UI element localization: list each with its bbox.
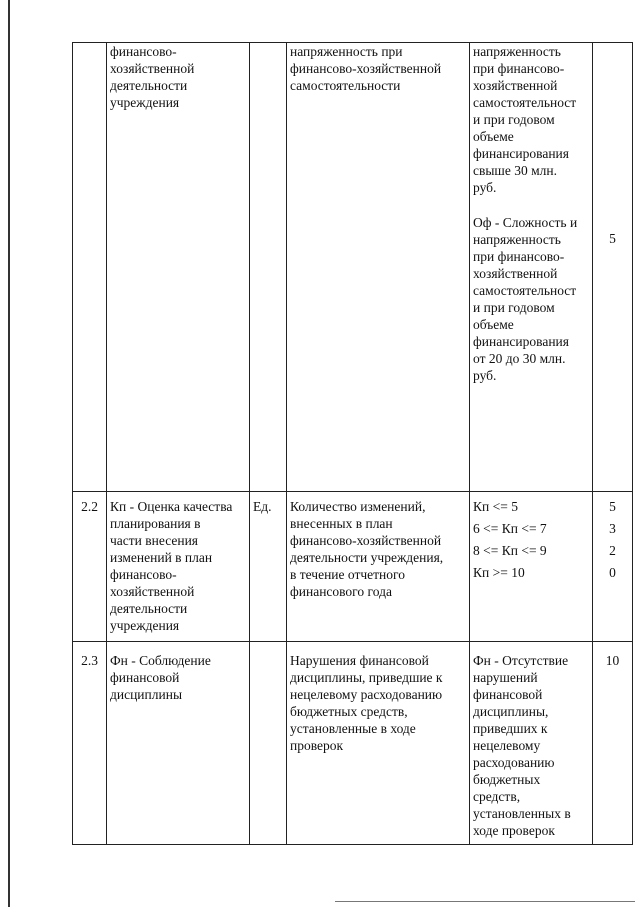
text-line: самостоятельност bbox=[473, 283, 577, 298]
text-line: финансовой bbox=[110, 670, 180, 685]
text-line: хозяйственной bbox=[110, 61, 195, 76]
points-cell bbox=[593, 492, 633, 642]
text-line: Кп <= 5 bbox=[473, 499, 518, 514]
text-line: установленных в bbox=[473, 806, 571, 821]
text-line: Кп - Оценка качества bbox=[110, 499, 233, 514]
table-row bbox=[73, 43, 633, 492]
points-value: 5 bbox=[609, 499, 616, 514]
points-value: 10 bbox=[605, 653, 620, 668]
text-line: свыше 30 млн. bbox=[473, 163, 557, 178]
indicator-name bbox=[107, 43, 250, 492]
text-line: финансирования bbox=[473, 146, 569, 161]
criteria-cell bbox=[470, 492, 593, 642]
text-line: хозяйственной bbox=[473, 266, 558, 281]
text-line: Фн - Отсутствие bbox=[473, 653, 569, 668]
text-line: объеме bbox=[473, 317, 514, 332]
text-line: средств, bbox=[473, 789, 521, 804]
table-row bbox=[73, 492, 633, 642]
table-row bbox=[73, 642, 633, 845]
row-number: 2.2 bbox=[73, 492, 107, 642]
text-line: деятельности bbox=[110, 78, 188, 93]
indicator-name bbox=[107, 492, 250, 642]
text-line: и при годовом bbox=[473, 300, 555, 315]
unit-cell bbox=[250, 43, 287, 492]
text-line: деятельности bbox=[110, 601, 188, 616]
text-line: финансово- bbox=[110, 567, 177, 582]
text-line: дисциплины, приведшие к bbox=[290, 670, 443, 685]
text-line: ходе проверок bbox=[473, 823, 555, 838]
text-line: Нарушения финансовой bbox=[290, 653, 429, 668]
row-number bbox=[73, 43, 107, 492]
text-line: финансового года bbox=[290, 584, 392, 599]
text-line: 6 <= Кп <= 7 bbox=[473, 521, 547, 536]
row-number: 2.3 bbox=[73, 642, 107, 845]
text-line: финансирования bbox=[473, 334, 569, 349]
text-line: объеме bbox=[473, 129, 514, 144]
text-line: установленные в ходе bbox=[290, 721, 416, 736]
text-line: внесенных в план bbox=[290, 516, 393, 531]
text-line: приведших к bbox=[473, 721, 548, 736]
text-line: руб. bbox=[473, 180, 497, 195]
points-value: 5 bbox=[609, 231, 616, 246]
points-value: 3 bbox=[609, 521, 616, 536]
text-line: деятельности учреждения, bbox=[290, 550, 444, 565]
text-line: хозяйственной bbox=[473, 78, 558, 93]
text-line: хозяйственной bbox=[110, 584, 195, 599]
text-line: финансово- bbox=[110, 44, 177, 59]
indicator-name bbox=[107, 642, 250, 845]
points-value: 0 bbox=[609, 565, 616, 580]
text-line: финансовой bbox=[473, 687, 543, 702]
text-line: изменений в план bbox=[110, 550, 213, 565]
text-line: финансово-хозяйственной bbox=[290, 61, 442, 76]
text-line: напряженность bbox=[473, 232, 561, 247]
text-line: Фн - Соблюдение bbox=[110, 653, 211, 668]
scan-bottom-line bbox=[335, 901, 635, 902]
text-line: Кп >= 10 bbox=[473, 565, 525, 580]
criteria-table bbox=[72, 42, 633, 845]
text-line: Оф - Сложность и bbox=[473, 215, 578, 230]
text-line: Количество изменений, bbox=[290, 499, 426, 514]
criteria-cell bbox=[470, 43, 593, 492]
text-line: проверок bbox=[290, 738, 344, 753]
text-line: учреждения bbox=[110, 95, 180, 110]
points-cell bbox=[593, 43, 633, 492]
text-line: нарушений bbox=[473, 670, 538, 685]
criteria-cell bbox=[470, 642, 593, 845]
unit-cell: Ед. bbox=[250, 492, 287, 642]
text-line: напряженность при bbox=[290, 44, 403, 59]
text-line: дисциплины, bbox=[473, 704, 549, 719]
text-line: при финансово- bbox=[473, 61, 565, 76]
text-line: учреждения bbox=[110, 618, 180, 633]
text-line: от 20 до 30 млн. bbox=[473, 351, 566, 366]
text-line: финансово-хозяйственной bbox=[290, 533, 442, 548]
text-line: планирования в bbox=[110, 516, 201, 531]
text-line: расходованию bbox=[473, 755, 555, 770]
text-line: части внесения bbox=[110, 533, 199, 548]
points-cell bbox=[593, 642, 633, 845]
text-line: самостоятельности bbox=[290, 78, 401, 93]
base-description bbox=[287, 492, 470, 642]
text-line: руб. bbox=[473, 368, 497, 383]
text-line: дисциплины bbox=[110, 687, 183, 702]
base-description bbox=[287, 43, 470, 492]
text-line: самостоятельност bbox=[473, 95, 577, 110]
points-value: 2 bbox=[609, 543, 616, 558]
text-line: 8 <= Кп <= 9 bbox=[473, 543, 547, 558]
unit-cell bbox=[250, 642, 287, 845]
text-line: бюджетных bbox=[473, 772, 541, 787]
text-line: и при годовом bbox=[473, 112, 555, 127]
base-description bbox=[287, 642, 470, 845]
text-line: напряженность bbox=[473, 44, 561, 59]
text-line: нецелевому bbox=[473, 738, 541, 753]
text-line: в течение отчетного bbox=[290, 567, 405, 582]
text-line: при финансово- bbox=[473, 249, 565, 264]
text-line: бюджетных средств, bbox=[290, 704, 408, 719]
scan-left-edge bbox=[8, 0, 10, 907]
text-line: нецелевому расходованию bbox=[290, 687, 443, 702]
